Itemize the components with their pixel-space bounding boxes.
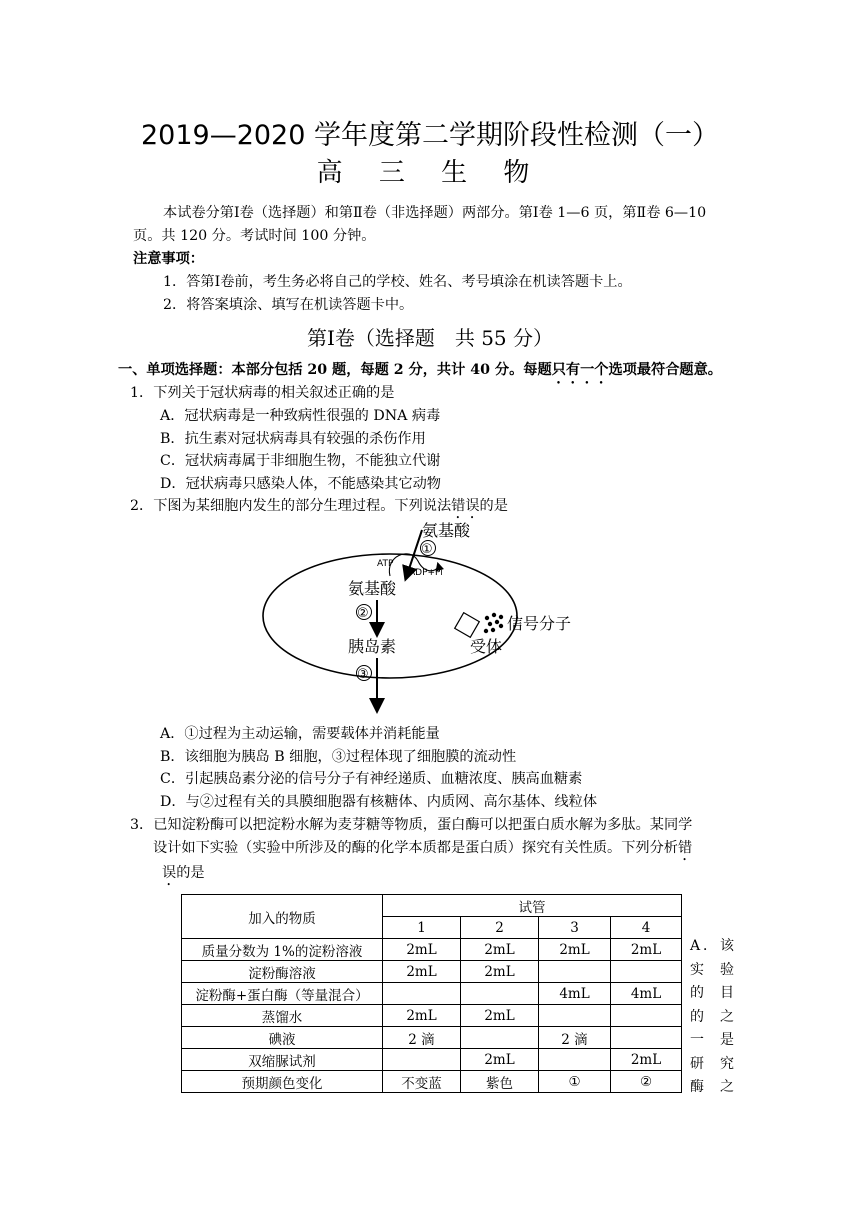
row-label: 双缩脲试剂 <box>182 1049 383 1071</box>
table-cell: 2mL <box>461 1049 539 1071</box>
q3-option-a-column <box>690 935 734 1100</box>
table-cell <box>461 983 539 1005</box>
q2-stem-prefix: 2．下图为某细胞内发生的部分生理过程。下列说法 <box>130 498 452 514</box>
header-tubes: 试管 <box>383 895 682 917</box>
table-cell <box>383 983 461 1005</box>
exam-title: 2019—2020 学年度第二学期阶段性检测（一） <box>140 120 719 151</box>
subject-title: 高 三 生 物 <box>316 158 544 188</box>
side-line: 的 之 <box>690 1008 734 1025</box>
row-label: 质量分数为 1%的淀粉溶液 <box>182 939 383 961</box>
header-substance: 加入的物质 <box>182 895 383 939</box>
label-step-2: ② <box>357 606 369 621</box>
table-cell: 4mL <box>611 983 682 1005</box>
instruction-prefix: 一、单项选择题：本部分包括 20 题，每题 2 分，共计 40 分。每题 <box>118 362 552 378</box>
table-cell: 不变蓝 <box>383 1071 461 1093</box>
q3-stem-line-1: 3．已知淀粉酶可以把淀粉水解为麦芽糖等物质，蛋白酶可以把蛋白质水解为多肽。某同学 <box>130 817 693 833</box>
table-cell: 紫色 <box>461 1071 539 1093</box>
q1-option-b: B．抗生素对冠状病毒具有较强的杀伤作用 <box>160 431 426 447</box>
row-label: 预期颜色变化 <box>182 1071 383 1093</box>
table-cell <box>611 1027 682 1049</box>
side-line: 的 目 <box>690 985 734 1001</box>
notice-item-2: 2．将答案填涂、填写在机读答题卡中。 <box>163 297 414 313</box>
q2-stem-emphasis: 错误 <box>451 498 480 514</box>
table-cell <box>539 1049 611 1071</box>
table-cell: 2mL <box>461 1005 539 1027</box>
row-label: 碘液 <box>182 1027 383 1049</box>
q2-option-c: C．引起胰岛素分泌的信号分子有神经递质、血糖浓度、胰高血糖素 <box>160 771 583 787</box>
notice-label: 注意事项： <box>133 251 204 267</box>
q2-option-d: D．与②过程有关的具膜细胞器有核糖体、内质网、高尔基体、线粒体 <box>160 794 598 810</box>
table-cell: 2mL <box>611 1049 682 1071</box>
signal-molecules <box>484 613 503 633</box>
table-row <box>182 983 682 1005</box>
section-title: 第Ⅰ卷（选择题 共 55 分） <box>306 326 554 350</box>
table-cell: 2mL <box>539 939 611 961</box>
table-cell <box>611 1005 682 1027</box>
label-atp: ATP <box>377 559 394 569</box>
q3-stem-emphasis-2: 误 <box>162 865 177 881</box>
row-label: 淀粉酶+蛋白酶（等量混合） <box>182 983 383 1005</box>
q3-stem-emphasis-1: 错 <box>677 840 693 856</box>
instruction-suffix: 选项最符合题意。 <box>608 362 722 378</box>
label-step-1: ① <box>421 542 433 557</box>
table-cell: 2mL <box>611 939 682 961</box>
q1-option-a: A．冠状病毒是一种致病性很强的 DNA 病毒 <box>160 408 441 424</box>
table-cell <box>611 961 682 983</box>
table-cell: ① <box>539 1071 611 1093</box>
q2-option-b: B．该细胞为胰岛 B 细胞，③过程体现了细胞膜的流动性 <box>160 749 517 765</box>
q3-stem-line-2-text: 设计如下实验（实验中所涉及的酶的化学本质都是蛋白质）探究有关性质。下列分析 <box>153 840 678 856</box>
q2-stem-suffix: 的是 <box>479 498 508 514</box>
table-header-row <box>182 895 682 917</box>
label-receptor: 受体 <box>470 637 503 656</box>
side-line: 酶 之 <box>690 1079 734 1095</box>
table-row <box>182 939 682 961</box>
side-line: 实 验 <box>690 961 734 978</box>
table-cell <box>539 961 611 983</box>
tube-2: 2 <box>461 917 539 939</box>
row-label: 淀粉酶溶液 <box>182 961 383 983</box>
q3-stem-line-3-text: 的是 <box>176 865 205 881</box>
table-cell: 2 滴 <box>539 1027 611 1049</box>
table-row <box>182 1005 682 1027</box>
intro-line-2: 页。共 120 分。考试时间 100 分钟。 <box>133 228 376 244</box>
table-cell <box>383 1049 461 1071</box>
side-line: 一 是 <box>690 1032 734 1048</box>
cell-membrane <box>263 554 517 678</box>
table-cell <box>461 1027 539 1049</box>
label-signal-molecule: 信号分子 <box>507 614 572 633</box>
q1-option-c: C．冠状病毒属于非细胞生物，不能独立代谢 <box>160 453 441 469</box>
intro-line-1: 本试卷分第Ⅰ卷（选择题）和第Ⅱ卷（非选择题）两部分。第Ⅰ卷 1—6 页，第Ⅱ卷 6—10 <box>163 205 707 221</box>
label-insulin: 胰岛素 <box>348 637 397 656</box>
table-cell: 2 滴 <box>383 1027 461 1049</box>
table-row <box>182 1049 682 1071</box>
table-row <box>182 1071 682 1093</box>
table-cell <box>539 1005 611 1027</box>
table-cell: 4mL <box>539 983 611 1005</box>
label-amino-acid-inner: 氨基酸 <box>348 579 397 598</box>
cell-process-diagram <box>250 516 600 716</box>
table-cell: 2mL <box>383 1005 461 1027</box>
label-amino-acid-top: 氨基酸 <box>422 521 471 540</box>
tube-3: 3 <box>539 917 611 939</box>
experiment-table <box>181 894 682 1093</box>
label-adp: ADP+Pi <box>409 568 443 578</box>
side-line: 研 究 <box>690 1055 734 1072</box>
label-step-3: ③ <box>357 667 369 682</box>
table-cell: 2mL <box>383 961 461 983</box>
tube-1: 1 <box>383 917 461 939</box>
table-cell: 2mL <box>383 939 461 961</box>
table-row <box>182 1027 682 1049</box>
row-label: 蒸馏水 <box>182 1005 383 1027</box>
table-cell: ② <box>611 1071 682 1093</box>
tube-4: 4 <box>611 917 682 939</box>
side-line: A．该 <box>690 938 734 954</box>
q1-option-d: D．冠状病毒只感染人体，不能感染其它动物 <box>160 476 441 492</box>
q2-option-a: A．①过程为主动运输，需要载体并消耗能量 <box>160 726 440 742</box>
instruction-emphasis: 只有一个 <box>551 362 609 378</box>
q3-stem-line-3 <box>162 864 205 889</box>
table-cell: 2mL <box>461 939 539 961</box>
q3-stem-line-2 <box>153 839 692 864</box>
receptor-box <box>455 613 480 638</box>
table-cell: 2mL <box>461 961 539 983</box>
q1-stem: 1．下列关于冠状病毒的相关叙述正确的是 <box>130 385 395 401</box>
notice-item-1: 1．答第Ⅰ卷前，考生务必将自己的学校、姓名、考号填涂在机读答题卡上。 <box>163 274 632 290</box>
table-row <box>182 961 682 983</box>
